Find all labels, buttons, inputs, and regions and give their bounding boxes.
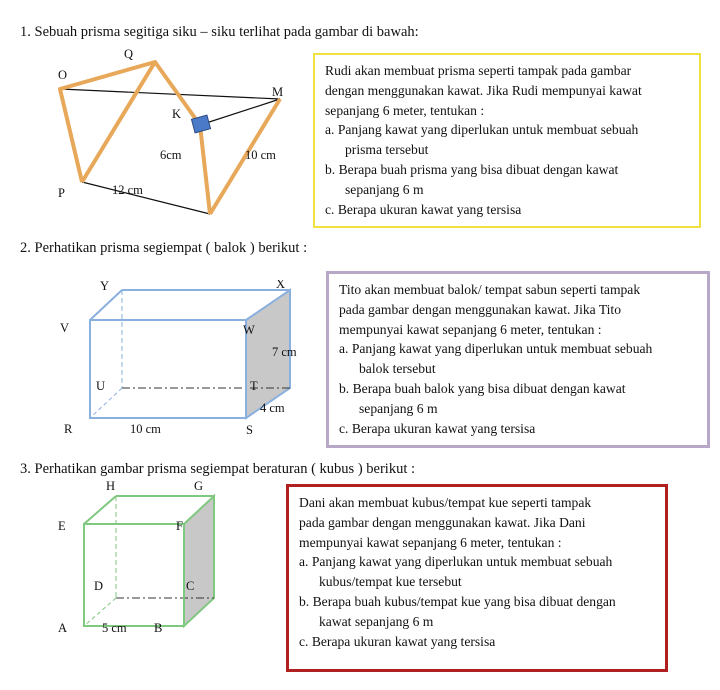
- label-6cm: 6cm: [160, 148, 182, 162]
- label-t: T: [250, 379, 258, 393]
- question-3-heading: 3. Perhatikan gambar prisma segiempat beraturan ( kubus ) berikut :: [20, 461, 416, 477]
- box1-item-c: c. Berapa ukuran kawat yang tersisa: [325, 201, 522, 217]
- box2-item-a: a. Panjang kawat yang diperlukan untuk membuat sebuah: [339, 341, 653, 357]
- cuboid-figure: [50, 280, 320, 445]
- box2-line-1: Tito akan membuat balok/ tempat sabun seperti tampak: [339, 282, 641, 297]
- box1-line-3: sepanjang 6 meter, tentukan :: [325, 102, 485, 118]
- label-e: E: [58, 519, 66, 533]
- box1-item-a-cont: prisma tersebut: [345, 142, 429, 158]
- box2-line-2: pada gambar dengan menggunakan kawat. Jika Tito: [339, 301, 622, 317]
- triangle-front: [60, 62, 155, 182]
- box3-line-2: pada gambar dengan menggunakan kawat. Jika Dani: [299, 514, 586, 530]
- question-3-box: [286, 484, 668, 672]
- label-m: M: [272, 85, 284, 99]
- box3-item-b-cont: kawat sepanjang 6 m: [319, 613, 434, 629]
- label-x: X: [276, 280, 286, 291]
- question-2-box: [326, 271, 710, 448]
- label-10cm: 10 cm: [245, 148, 276, 162]
- question-2-heading: 2. Perhatikan prisma segiempat ( balok ) berikut :: [20, 240, 308, 256]
- label-y: Y: [100, 280, 110, 293]
- label-f: F: [176, 519, 183, 533]
- label-5cm: 5 cm: [102, 621, 127, 635]
- box1-line-1: Rudi akan membuat prisma seperti tampak pada gambar: [325, 63, 632, 78]
- edge-p-base: [82, 182, 210, 214]
- box3-item-c: c. Berapa ukuran kawat yang tersisa: [299, 633, 496, 649]
- box3-item-a: a. Panjang kawat yang diperlukan untuk membuat sebuah: [299, 554, 613, 570]
- box1-item-b-cont: sepanjang 6 m: [345, 181, 424, 197]
- hidden-edge-ur: [90, 388, 122, 418]
- triangular-prism-figure: [40, 42, 320, 232]
- box1-item-b: b. Berapa buah prisma yang bisa dibuat dengan kawat: [325, 161, 619, 177]
- box3-item-b: b. Berapa buah kubus/tempat kue yang bisa dibuat dengan: [299, 593, 616, 609]
- label-a: A: [58, 621, 68, 635]
- edge-eh: [84, 496, 116, 524]
- label-c: C: [186, 579, 195, 593]
- cube-front-face: [84, 524, 184, 626]
- box2-item-a-cont: balok tersebut: [359, 361, 436, 377]
- box1-item-a: a. Panjang kawat yang diperlukan untuk membuat sebuah: [325, 122, 639, 138]
- box3-line-3: mempunyai kawat sepanjang 6 meter, tentukan :: [299, 534, 562, 550]
- box2-item-b: b. Berapa buah balok yang bisa dibuat dengan kawat: [339, 380, 626, 396]
- label-p: P: [58, 186, 65, 200]
- box2-item-c: c. Berapa ukuran kawat yang tersisa: [339, 420, 536, 436]
- label-d: D: [94, 579, 104, 593]
- label-10cm: 10 cm: [130, 422, 161, 436]
- label-w: W: [243, 323, 255, 337]
- question-1-heading: 1. Sebuah prisma segitiga siku – siku terlihat pada gambar di bawah:: [20, 24, 419, 40]
- box2-item-b-cont: sepanjang 6 m: [359, 400, 438, 416]
- label-q: Q: [124, 47, 134, 61]
- box2-line-3: mempunyai kawat sepanjang 6 meter, tentukan :: [339, 321, 602, 337]
- edge-om: [60, 89, 280, 99]
- label-o: O: [58, 68, 68, 82]
- label-r: R: [64, 422, 73, 436]
- cube-figure: [50, 478, 230, 638]
- label-7cm: 7 cm: [272, 345, 297, 359]
- label-h: H: [106, 479, 116, 493]
- label-b: B: [154, 621, 163, 635]
- box1-line-2: dengan menggunakan kawat. Jika Rudi mempunyai kawat: [325, 82, 642, 98]
- label-g: G: [194, 479, 204, 493]
- label-s: S: [246, 423, 253, 437]
- label-u: U: [96, 379, 106, 393]
- label-12cm: 12 cm: [112, 183, 143, 197]
- edge-k-bottom: [200, 125, 210, 214]
- box3-line-1: Dani akan membuat kubus/tempat kue seperti tampak: [299, 495, 592, 510]
- question-1-box: [313, 53, 701, 228]
- label-v: V: [60, 321, 70, 335]
- edge-vy: [90, 290, 122, 320]
- box3-item-a-cont: kubus/tempat kue tersebut: [319, 574, 462, 590]
- label-k: K: [172, 107, 182, 121]
- cuboid-front-face: [90, 320, 246, 418]
- cube-right-face: [184, 496, 214, 626]
- label-4cm: 4 cm: [260, 401, 285, 415]
